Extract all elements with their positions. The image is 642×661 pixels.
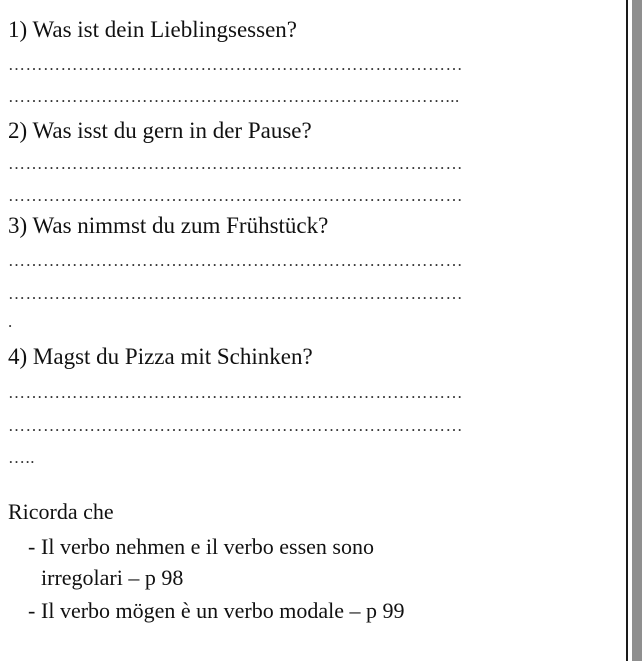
answer-line-1b[interactable]: …………………………………………………………………... — [8, 88, 460, 105]
answer-line-3a[interactable]: …………………………………………………………………… — [8, 252, 463, 269]
answer-line-2a[interactable]: …………………………………………………………………… — [8, 155, 463, 172]
page-border-outer — [632, 0, 642, 661]
reminder-heading: Ricorda che — [8, 499, 114, 524]
reminder-1-line2: irregolari – p 98 — [41, 565, 184, 590]
answer-line-2b[interactable]: …………………………………………………………………… — [8, 187, 463, 204]
bullet-marker: - — [28, 534, 36, 559]
reminder-2-line1: Il verbo mögen è un verbo modale – p 99 — [41, 598, 405, 623]
question-1: 1) Was ist dein Lieblingsessen? — [8, 17, 298, 42]
question-4: 4) Magst du Pizza mit Schinken? — [8, 344, 313, 369]
question-3: 3) Was nimmst du zum Frühstück? — [8, 213, 329, 238]
answer-line-3b[interactable]: …………………………………………………………………… — [8, 285, 463, 302]
answer-line-4b[interactable]: …………………………………………………………………… — [8, 417, 463, 434]
answer-line-4a[interactable]: …………………………………………………………………… — [8, 384, 463, 401]
answer-line-3c: . — [8, 313, 13, 330]
question-2: 2) Was isst du gern in der Pause? — [8, 118, 312, 143]
answer-line-4c: ….. — [8, 449, 35, 466]
reminder-1-line1: Il verbo nehmen e il verbo essen sono — [41, 534, 374, 559]
answer-line-1a[interactable]: …………………………………………………………………… — [8, 56, 463, 73]
bullet-marker: - — [28, 598, 36, 623]
